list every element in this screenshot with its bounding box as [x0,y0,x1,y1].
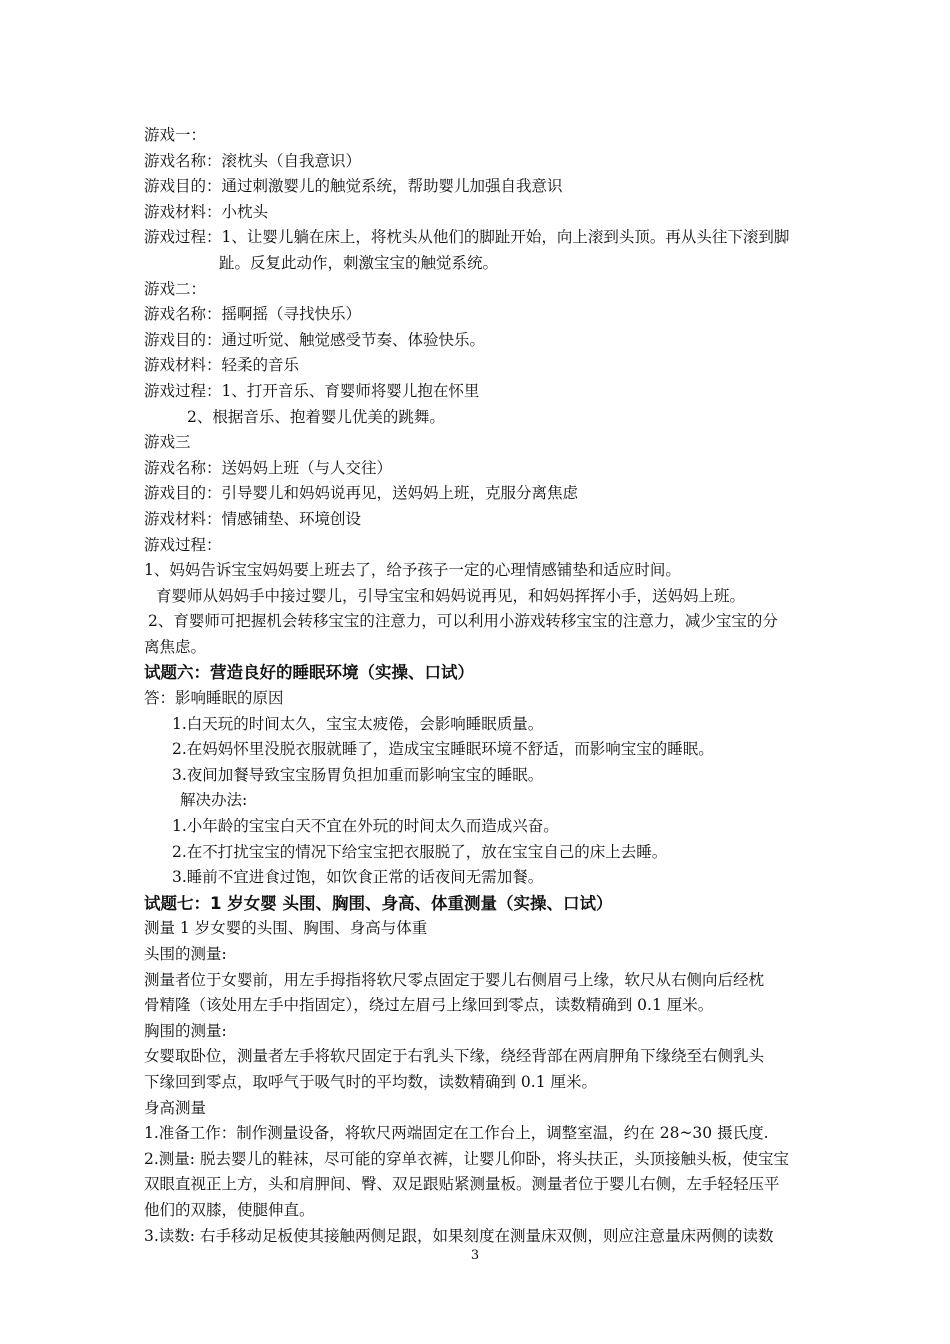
height-step3-line1: 3.读数: 右手移动足板使其接触两侧足跟，如果刻度在测量床双侧，则应注意量床两侧的读数 [144,1226,774,1245]
head-circumference-text-line1: 测量者位于女婴前，用左手拇指将软尺零点固定于婴儿右侧眉弓上缘，软尺从右侧向后经枕 [144,970,765,989]
game2-material: 游戏材料：轻柔的音乐 [144,356,300,375]
solution-item-1: 1.小年龄的宝宝白天不宜在外玩的时间太久而造成兴奋。 [172,817,559,836]
game1-process-line2: 趾。反复此动作，刺激宝宝的触觉系统。 [219,253,499,272]
game1-material: 游戏材料：小枕头 [144,202,269,221]
question-seven-heading: 试题七：1 岁女婴 头围、胸围、身高、体重测量（实操、口试） [144,893,613,913]
game3-material: 游戏材料：情感铺垫、环境创设 [144,509,362,528]
measurement-intro: 测量 1 岁女婴的头围、胸围、身高与体重 [144,919,428,938]
head-circumference-label: 头围的测量: [144,945,227,963]
height-step1: 1.准备工作：制作测量设备，将软尺两端固定在工作台上，调整室温，约在 28~30 摄氏度. [144,1124,769,1143]
cause-item-2: 2.在妈妈怀里没脱衣服就睡了，造成宝宝睡眠环境不舒适，而影响宝宝的睡眠。 [172,740,714,759]
height-measure-label: 身高测量 [144,1098,207,1117]
game2-name: 游戏名称：摇啊摇（寻找快乐） [144,305,362,324]
answer-causes-label: 答：影响睡眠的原因 [144,689,284,708]
height-step2-line2: 双眼直视正上方，头和肩胛间、臀、双足跟贴紧测量板。测量者位于婴儿右侧，左手轻轻压平 [144,1175,780,1194]
page-content [144,123,808,1249]
game1-goal: 游戏目的：通过刺激婴儿的触觉系统，帮助婴儿加强自我意识 [144,177,563,196]
head-circumference-text-line2: 骨精隆（该处用左手中指固定），绕过左眉弓上缘回到零点，读数精确到 0.1 厘米。 [144,996,714,1015]
game3-name: 游戏名称：送妈妈上班（与人交往） [144,458,393,477]
game3-process-label: 游戏过程： [144,535,222,554]
game3-step2: 2、育婴师可把握机会转移宝宝的注意力，可以利用小游戏转移宝宝的注意力，减少宝宝的分 [148,612,778,631]
game3-step1: 1、妈妈告诉宝宝妈妈要上班去了，给予孩子一定的心理情感铺垫和适应时间。 [144,561,681,580]
cause-item-1: 1.白天玩的时间太久，宝宝太疲倦，会影响睡眠质量。 [172,714,544,733]
chest-circumference-text-line1: 女婴取卧位，测量者左手将软尺固定于右乳头下缘，绕经背部在两肩胛角下缘绕至右侧乳头 [144,1047,765,1066]
game2-goal: 游戏目的：通过听觉、触觉感受节奏、体验快乐。 [144,330,486,349]
chest-circumference-label: 胸围的测量: [144,1021,227,1040]
game2-process-step1: 游戏过程：1、打开音乐、育婴师将婴儿抱在怀里 [144,381,480,400]
height-step2-line3: 他们的双膝，使腿伸直。 [144,1200,315,1219]
height-step2-line1: 2.测量: 脱去婴儿的鞋袜，尽可能的穿单衣裤，让婴儿仰卧，将头扶正，头顶接触头板，使宝宝 [144,1149,789,1168]
question-six-heading: 试题六：营造良好的睡眠环境（实操、口试） [144,663,474,683]
game3-heading: 游戏三 [144,433,191,452]
cause-item-3: 3.夜间加餐导致宝宝肠胃负担加重而影响宝宝的睡眠。 [172,765,544,784]
game2-process-step2: 2、根据音乐、抱着婴儿优美的跳舞。 [187,407,445,426]
game1-heading: 游戏一： [144,126,207,144]
game1-process-line1: 游戏过程：1、让婴儿躺在床上，将枕头从他们的脚趾开始，向上滚到头顶。再从头往下滚到脚 [144,228,790,247]
game3-step1-continued: 育婴师从妈妈手中接过婴儿，引导宝宝和妈妈说再见，和妈妈挥挥小手，送妈妈上班。 [156,586,746,605]
solution-item-3: 3.睡前不宜进食过饱，如饮食正常的话夜间无需加餐。 [172,868,544,887]
chest-circumference-text-line2: 下缘回到零点，取呼气于吸气时的平均数，读数精确到 0.1 厘米。 [144,1072,598,1091]
game1-name: 游戏名称：滚枕头（自我意识） [144,151,362,170]
game3-step2-continued: 离焦虑。 [144,637,207,656]
solution-item-2: 2.在不打扰宝宝的情况下给宝宝把衣服脱了，放在宝宝自己的床上去睡。 [172,842,668,861]
solutions-label: 解决办法: [180,791,248,810]
game3-goal: 游戏目的：引导婴儿和妈妈说再见，送妈妈上班，克服分离焦虑 [144,484,579,503]
page-number: 3 [470,1248,480,1263]
game2-heading: 游戏二： [144,279,207,298]
